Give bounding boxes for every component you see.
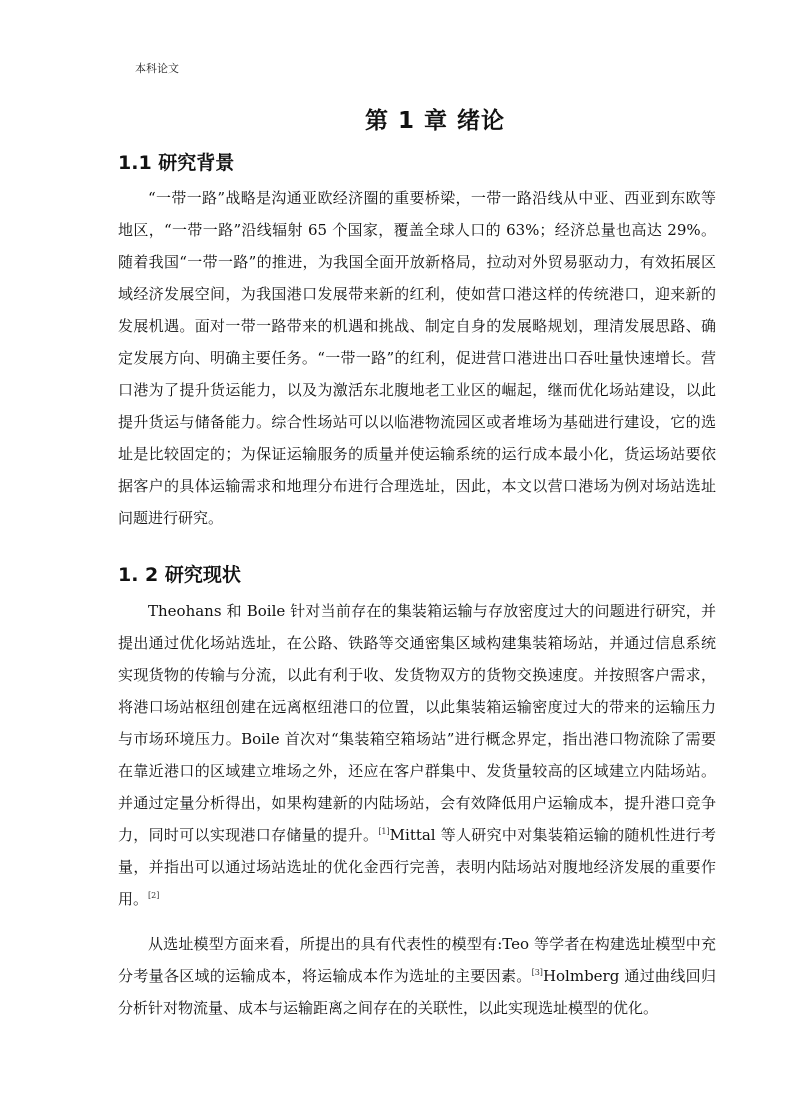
citation-2[interactable]: [2] bbox=[148, 891, 160, 900]
paragraph-background: “一带一路”战略是沟通亚欧经济圈的重要桥梁，一带一路沿线从中亚、西亚到东欧等地区，“一带一路”沿线辐射 65 个国家，覆盖全球人口的 63%；经济总量也高达 29%。随着我国“一带一路”的推进，为我国全面开放新格局，拉动对外贸易驱动力，有效拓展区域经济发展空间，为我国港口发展带来新的红利，使如营口港这样的传统港口，迎来新的发展机遇。面对一带一路带来的机遇和挑战、制定自身的发展略规划，理清发展思路、确定发展方向、明确主要任务。“一带一路”的红利，促进营口港进出口吞吐量快速增长。营口港为了提升货运能力，以及为激活东北腹地老工业区的崛起，继而优化场站建设，以此提升货运与储备能力。综合性场站可以以临港物流园区或者堆场为基础进行建设，它的选址是比较固定的；为保证运输服务的质量并使运输系统的运行成本最小化，货运场站要依据客户的具体运输需求和地理分布进行合理选址，因此，本文以营口港场为例对场站选址问题进行研究。 bbox=[118, 189, 716, 527]
citation-1[interactable]: [1] bbox=[378, 827, 390, 836]
paragraph-text: Holmberg 通过曲线回归分析针对物流量、成本与运输距离之间存在的关联性，以此实现选址模型的优化。 bbox=[118, 967, 716, 1017]
citation-3[interactable]: [3] bbox=[531, 968, 543, 977]
section-heading-background: 1.1 研究背景 bbox=[118, 152, 235, 174]
paragraph-status-2 bbox=[118, 928, 716, 1024]
chapter-title: 第 1 章 绪论 bbox=[364, 108, 506, 134]
paragraph-status-1 bbox=[118, 595, 716, 915]
section-heading-status: 1. 2 研究现状 bbox=[118, 564, 241, 586]
paragraph-text: Mittal 等人研究中对集装箱运输的随机性进行考量，并指出可以通过场站选址的优化金西行完善，表明内陆场站对腹地经济发展的重要作用。 bbox=[118, 826, 716, 908]
paragraph-text: Theohans 和 Boile 针对当前存在的集装箱运输与存放密度过大的问题进行研究，并提出通过优化场站选址，在公路、铁路等交通密集区域构建集装箱场站，并通过信息系统实现货物的传输与分流，以此有利于收、发货物双方的货物交换速度。并按照客户需求，将港口场站枢纽创建在远离枢纽港口的位置，以此集装箱运输密度过大的带来的运输压力与市场环境压力。Boile 首次对“集装箱空箱场站”进行概念界定，指出港口物流除了需要在靠近港口的区域建立堆场之外，还应在客户群集中、发货量较高的区域建立内陆场站。并通过定量分析得出，如果构建新的内陆场站，会有效降低用户运输成本，提升港口竞争力，同时可以实现港口存储量的提升。 bbox=[118, 602, 716, 844]
paragraph-text: 从选址模型方面来看，所提出的具有代表性的模型有:Teo 等学者在构建选址模型中充分考量各区域的运输成本，将运输成本作为选址的主要因素。 bbox=[118, 935, 716, 985]
running-header: 本科论文 bbox=[135, 62, 179, 75]
